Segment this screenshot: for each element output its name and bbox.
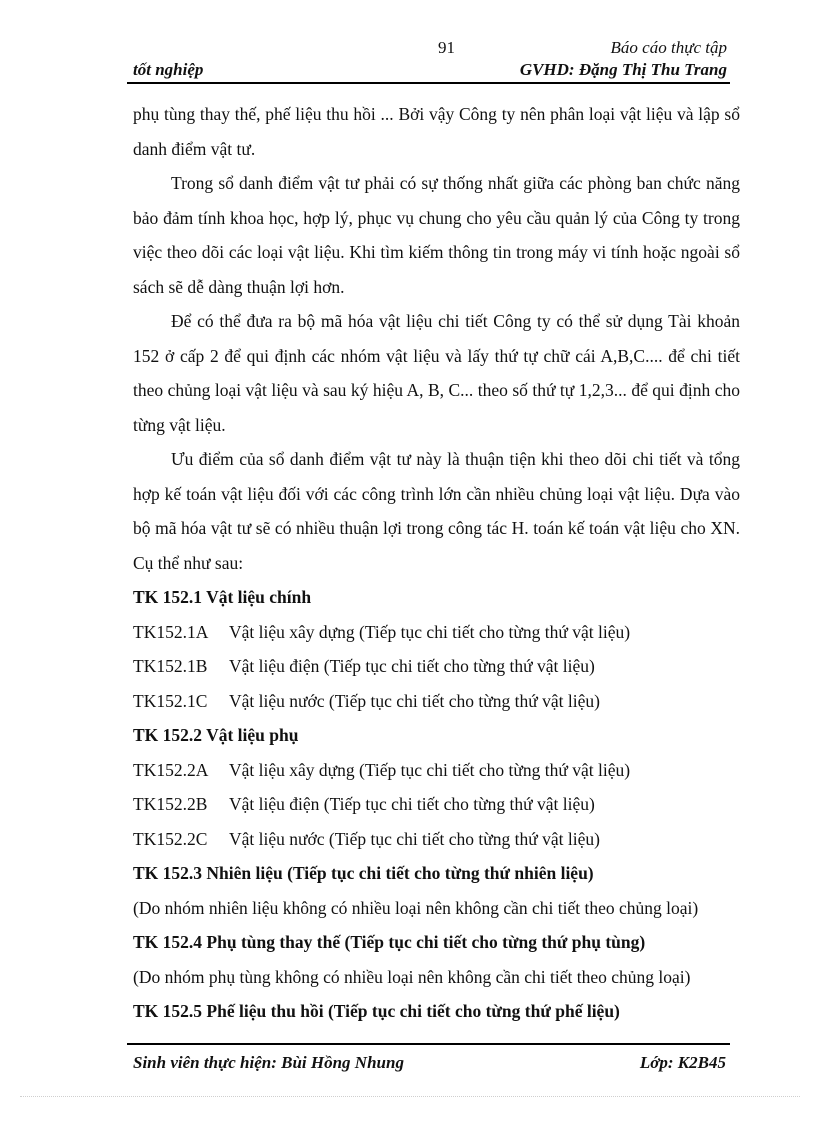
account-desc: Vật liệu xây dựng (Tiếp tục chi tiết cho từng thứ vật liệu) <box>229 621 631 642</box>
footer-divider <box>127 1043 730 1045</box>
paragraph: Ưu điểm của sổ danh điểm vật tư này là thuận tiện khi theo dõi chi tiết và tổng hợp kế toán vật liệu đối với các công trình lớn cần nhiều chủng loại vật liệu. Dựa vào bộ mã hóa vật tư sẽ có nhiều thuận lợi trong công tác H. toán kế toán vật liệu cho XN. Cụ thể như sau: <box>133 449 740 573</box>
account-desc: Vật liệu xây dựng (Tiếp tục chi tiết cho từng thứ vật liệu) <box>229 759 631 780</box>
account-desc: Vật liệu điện (Tiếp tục chi tiết cho từng thứ vật liệu) <box>229 656 595 676</box>
account-desc: Vật liệu nước (Tiếp tục chi tiết cho từng thứ vật liệu) <box>229 690 600 711</box>
account-heading: TK 152.1 Vật liệu chính <box>133 587 312 607</box>
account-heading: TK 152.2 Vật liệu phụ <box>133 725 299 745</box>
account-item <box>133 822 740 857</box>
report-title: Báo cáo thực tập <box>610 38 727 57</box>
account-heading: TK 152.3 Nhiên liệu (Tiếp tục chi tiết cho từng thứ nhiên liệu) <box>133 863 594 883</box>
paragraph: Trong sổ danh điểm vật tư phải có sự thống nhất giữa các phòng ban chức năng bảo đảm tính khoa học, hợp lý, phục vụ chung cho yêu cầu quản lý của Công ty trong việc theo dõi các loại vật liệu. Khi tìm kiếm thông tin trong máy vi tính hoặc ngoài sổ sách sẽ dễ dàng thuận lợi hơn. <box>133 173 740 297</box>
account-item <box>133 684 740 719</box>
account-code: TK152.1B <box>133 656 208 676</box>
account-item <box>133 753 740 788</box>
report-subtitle: tốt nghiệp <box>133 60 204 79</box>
account-item <box>133 787 740 822</box>
account-heading: TK 152.4 Phụ tùng thay thế (Tiếp tục chi tiết cho từng thứ phụ tùng) <box>133 932 646 952</box>
advisor-name: GVHD: Đặng Thị Thu Trang <box>519 60 727 79</box>
header-divider <box>127 82 730 84</box>
class-label: Lớp: K2B45 <box>639 1053 726 1072</box>
account-code: TK152.1C <box>133 690 208 711</box>
paragraph: phụ tùng thay thế, phế liệu thu hồi ... Bởi vậy Công ty nên phân loại vật liệu và lập sổ danh điểm vật tư. <box>133 104 740 159</box>
page-edge <box>20 1096 800 1097</box>
account-desc: Vật liệu nước (Tiếp tục chi tiết cho từng thứ vật liệu) <box>229 828 600 849</box>
account-code: TK152.2C <box>133 828 208 849</box>
account-note: (Do nhóm phụ tùng không có nhiều loại nên không cần chi tiết theo chủng loại) <box>133 966 691 987</box>
document-body <box>133 97 740 1029</box>
account-item <box>133 649 740 684</box>
page-number: 91 <box>438 38 455 57</box>
paragraph: Để có thể đưa ra bộ mã hóa vật liệu chi tiết Công ty có thể sử dụng Tài khoản 152 ở cấp 2 để qui định các nhóm vật liệu và lấy thứ tự chữ cái A,B,C.... để chi tiết theo chủng loại vật liệu và sau ký hiệu A, B, C... theo số thứ tự 1,2,3... để qui định cho từng vật liệu. <box>133 311 740 435</box>
account-item <box>133 615 740 650</box>
account-code: TK152.2A <box>133 759 209 780</box>
account-desc: Vật liệu điện (Tiếp tục chi tiết cho từng thứ vật liệu) <box>229 794 595 814</box>
page-header <box>133 36 727 86</box>
student-name: Sinh viên thực hiện: Bùi Hồng Nhung <box>133 1053 404 1072</box>
account-code: TK152.2B <box>133 794 208 814</box>
account-note: (Do nhóm nhiên liệu không có nhiều loại nên không cần chi tiết theo chủng loại) <box>133 897 699 918</box>
account-code: TK152.1A <box>133 621 209 642</box>
account-heading: TK 152.5 Phế liệu thu hồi (Tiếp tục chi tiết cho từng thứ phế liệu) <box>133 1001 620 1021</box>
